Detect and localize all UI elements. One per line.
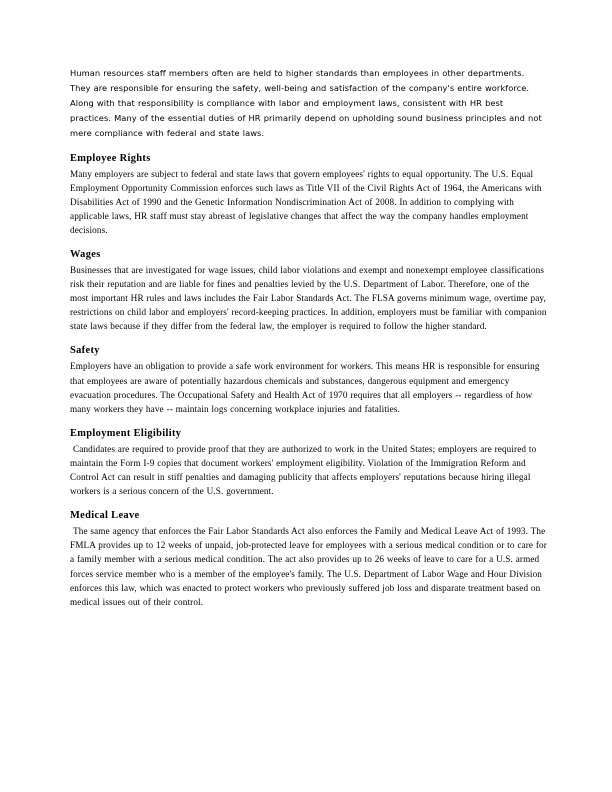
section-medical-leave bbox=[70, 509, 548, 609]
section-body-medical-leave: The same agency that enforces the Fair Labor Standards Act also enforces the Family and Medical Leave Act of 1993. The FMLA provides up to 12 weeks of unpaid, job-protected leave for employees with a serious medical condition or to care for a family member with a serious medical condition. The act also provides up to 26 weeks of leave to care for a U.S. armed forces service member who is a member of the employee's family. The U.S. Department of Labor Wage and Hour Division enforces this law, which was enacted to protect workers who previously suffered job loss and disparate treatment based on medical issues out of their control. bbox=[70, 526, 547, 607]
section-heading-medical-leave: Medical Leave bbox=[70, 510, 140, 522]
section-heading-wages: Wages bbox=[70, 249, 101, 260]
section-safety bbox=[70, 344, 548, 415]
section-body-safety: Employers have an obligation to provide a safe work environment for workers. This means HR is responsible for ensuring that employees are aware of potentially hazardous chemicals and substances, dangerous equipment and emergency evacuation procedures. The Occupational Safety and Health Act of 1970 requires that all employers -- regardless of how many workers they have -- maintain logs concerning workplace injuries and fatalities. bbox=[70, 361, 540, 414]
section-body-wages: Businesses that are investigated for wage issues, child labor violations and exempt and nonexempt employee classifications risk their reputation and are liable for fines and penalties levied by the U.S. Department of Labor. Therefore, one of the most important HR rules and laws includes the Fair Labor Standards Act. The FLSA governs minimum wage, overtime pay, restrictions on child labor and employers' record-keeping practices. In addition, employers must be familiar with companion state laws because if they differ from the federal law, the employer is required to follow the higher standard. bbox=[70, 265, 547, 332]
intro-paragraph: Human resources staff members often are held to higher standards than employees in other departments. They are responsible for ensuring the safety, well-being and satisfaction of the company's entire workforce. Along with that responsibility is compliance with labor and employment laws, consistent with HR best practices. Many of the essential duties of HR primarily depend on upholding sound business principles and not mere compliance with federal and state laws. bbox=[70, 68, 542, 138]
section-heading-safety: Safety bbox=[70, 345, 100, 357]
section-employment-eligibility bbox=[70, 427, 548, 498]
section-body-employee-rights: Many employers are subject to federal and state laws that govern employees' rights to equal opportunity. The U.S. Equal Employment Opportunity Commission enforces such laws as Title VII of the Civil Rights Act of 1964, the Americans with Disabilities Act of 1990 and the Genetic Information Nondiscrimination Act of 2008. In addition to complying with applicable laws, HR staff must stay abreast of legislative changes that affect the way the company handles employment decisions. bbox=[70, 168, 542, 235]
section-heading-employee-rights: Employee Rights bbox=[70, 152, 151, 164]
section-body-employment-eligibility: Candidates are required to provide proof that they are authorized to work in the United States; employers are required to maintain the Form I-9 copies that document workers' employment eligibility. Violation of the Immigration Reform and Control Act can result in stiff penalties and damaging publicity that affects employers' reputations because hiring illegal workers is a serious concern of the U.S. government. bbox=[70, 443, 537, 497]
section-employee-rights bbox=[70, 152, 548, 237]
section-wages bbox=[70, 248, 548, 333]
section-heading-employment-eligibility: Employment Eligibility bbox=[70, 427, 182, 439]
